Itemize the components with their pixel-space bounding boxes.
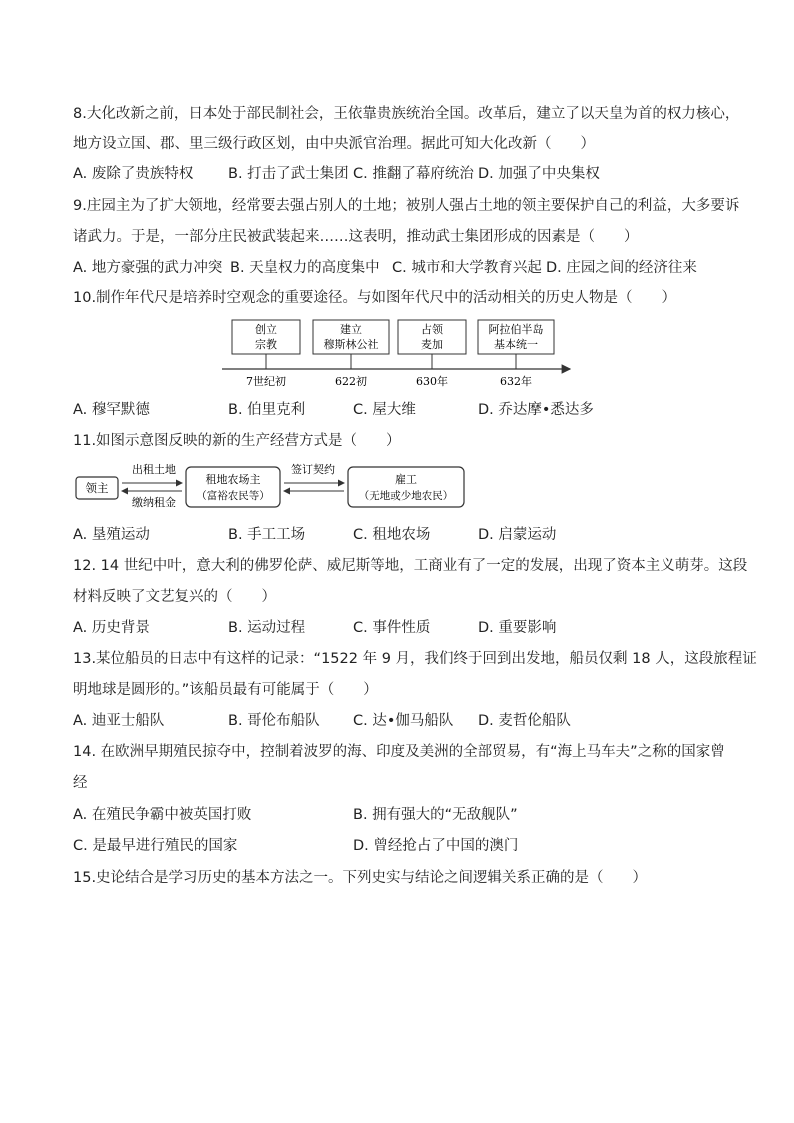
q11-stem: 11.如图示意图反映的新的生产经营方式是（ ） [73, 433, 401, 449]
timeline-event-3 [398, 320, 466, 388]
q8-option-b: B. 打击了武士集团 [228, 166, 349, 182]
q10-timeline-diagram [222, 318, 577, 393]
q11-flow-diagram [72, 459, 468, 513]
q8-option-c: C. 推翻了幕府统治 [353, 166, 474, 182]
q15-stem: 15.史论结合是学习历史的基本方法之一。下列史实与结论之间逻辑关系正确的是（ ） [73, 870, 648, 886]
q10-option-b: B. 伯里克利 [228, 402, 306, 418]
flow-box-tenant-farmer [186, 467, 280, 507]
q11-option-d: D. 启蒙运动 [478, 527, 557, 543]
q14-stem-line1: 14. 在欧洲早期殖民掠夺中，控制着波罗的海、印度及美洲的全部贸易，有“海上马车夫”之称的国家曾 [73, 744, 725, 760]
timeline-event-3-date: 630年 [416, 375, 448, 388]
q10-option-c: C. 屋大维 [353, 402, 416, 418]
timeline-event-4-date: 632年 [500, 375, 532, 388]
timeline-event-4-line2: 基本统一 [494, 338, 538, 351]
timeline-event-1-line1: 创立 [255, 323, 277, 336]
q12-stem-line2: 材料反映了文艺复兴的（ ） [73, 589, 276, 605]
q12-stem-line1: 12. 14 世纪中叶，意大利的佛罗伦萨、威尼斯等地，工商业有了一定的发展，出现了资本主义萌芽。这段 [73, 558, 748, 574]
flow-arrow-pay-rent-label: 缴纳租金 [132, 496, 176, 509]
q10-stem: 10.制作年代尺是培养时空观念的重要途径。与如图年代尺中的活动相关的历史人物是（ ） [73, 290, 677, 306]
q13-option-d: D. 麦哲伦船队 [478, 713, 571, 729]
q13-stem-line1: 13.某位船员的日志中有这样的记录：“1522 年 9 月，我们终于回到出发地，船员仅剩 18 人，这段旅程证 [73, 651, 757, 667]
flow-box-hired-labor [348, 467, 464, 507]
q8-stem-line1: 8.大化改新之前，日本处于部民制社会，王依靠贵族统治全国。改革后，建立了以天皇为首的权力核心， [73, 106, 740, 122]
flow-arrow-contract-label: 签订契约 [291, 463, 335, 476]
q9-option-a: A. 地方豪强的武力冲突 [73, 260, 223, 276]
q9-option-d: D. 庄园之间的经济往来 [546, 260, 697, 276]
q13-option-c: C. 达•伽马船队 [353, 713, 454, 729]
timeline-event-3-line1: 占领 [421, 323, 443, 336]
timeline-event-1 [232, 320, 300, 388]
q10-option-d: D. 乔达摩•悉达多 [478, 402, 594, 418]
timeline-event-2-line2: 穆斯林公社 [323, 338, 379, 351]
q14-stem-line2: 经 [73, 775, 88, 791]
q11-option-c: C. 租地农场 [353, 527, 431, 543]
flow-box-lord [76, 477, 118, 499]
q12-option-c: C. 事件性质 [353, 620, 431, 636]
timeline-event-3-line2: 麦加 [421, 338, 443, 351]
q12-option-b: B. 运动过程 [228, 620, 306, 636]
q11-option-b: B. 手工工场 [228, 527, 306, 543]
q8-option-d: D. 加强了中央集权 [478, 166, 600, 182]
q9-option-c: C. 城市和大学教育兴起 [392, 260, 542, 276]
q8-stem-line2: 地方设立国、郡、里三级行政区划，由中央派官治理。据此可知大化改新（ ） [73, 136, 595, 152]
q14-option-b: B. 拥有强大的“无敌舰队” [353, 807, 518, 823]
timeline-event-4-line1: 阿拉伯半岛 [488, 323, 544, 336]
q13-stem-line2: 明地球是圆形的。”该船员最有可能属于（ ） [73, 682, 378, 698]
q12-option-d: D. 重要影响 [478, 620, 557, 636]
q9-stem-line1: 9.庄园主为了扩大领地，经常要去强占别人的土地；被别人强占土地的领主要保护自己的利益，大多要诉 [73, 198, 740, 214]
q10-option-a: A. 穆罕默德 [73, 402, 150, 418]
q13-option-a: A. 迪亚士船队 [73, 713, 165, 729]
q11-option-a: A. 垦殖运动 [73, 527, 150, 543]
q14-option-a: A. 在殖民争霸中被英国打败 [73, 807, 252, 823]
q14-option-d: D. 曾经抢占了中国的澳门 [353, 838, 519, 854]
flow-box-tenant-farmer-line1: 租地农场主 [205, 473, 261, 486]
q14-option-c: C. 是最早进行殖民的国家 [73, 838, 238, 854]
q9-stem-line2: 诸武力。于是，一部分庄民被武装起来……这表明，推动武士集团形成的因素是（ ） [73, 229, 639, 245]
timeline-event-2 [313, 320, 389, 388]
q13-option-b: B. 哥伦布船队 [228, 713, 320, 729]
flow-arrows-farmer-worker [284, 462, 344, 491]
q8-option-a: A. 废除了贵族特权 [73, 166, 194, 182]
flow-arrow-rent-land-label: 出租土地 [132, 463, 176, 476]
flow-box-hired-labor-line1: 雇工 [395, 473, 417, 486]
timeline-event-1-line2: 宗教 [255, 338, 277, 351]
flow-box-lord-label: 领主 [85, 481, 109, 495]
flow-box-hired-labor-line2: （无地或少地农民） [358, 490, 454, 502]
flow-arrows-lord-farmer [122, 462, 182, 509]
q9-option-b: B. 天皇权力的高度集中 [230, 260, 380, 276]
timeline-event-2-date: 622初 [335, 375, 367, 388]
timeline-event-1-date: 7世纪初 [246, 375, 286, 388]
timeline-event-4 [478, 320, 554, 388]
flow-box-tenant-farmer-line2: （富裕农民等） [196, 490, 270, 502]
timeline-event-2-line1: 建立 [340, 323, 362, 336]
q12-option-a: A. 历史背景 [73, 620, 150, 636]
